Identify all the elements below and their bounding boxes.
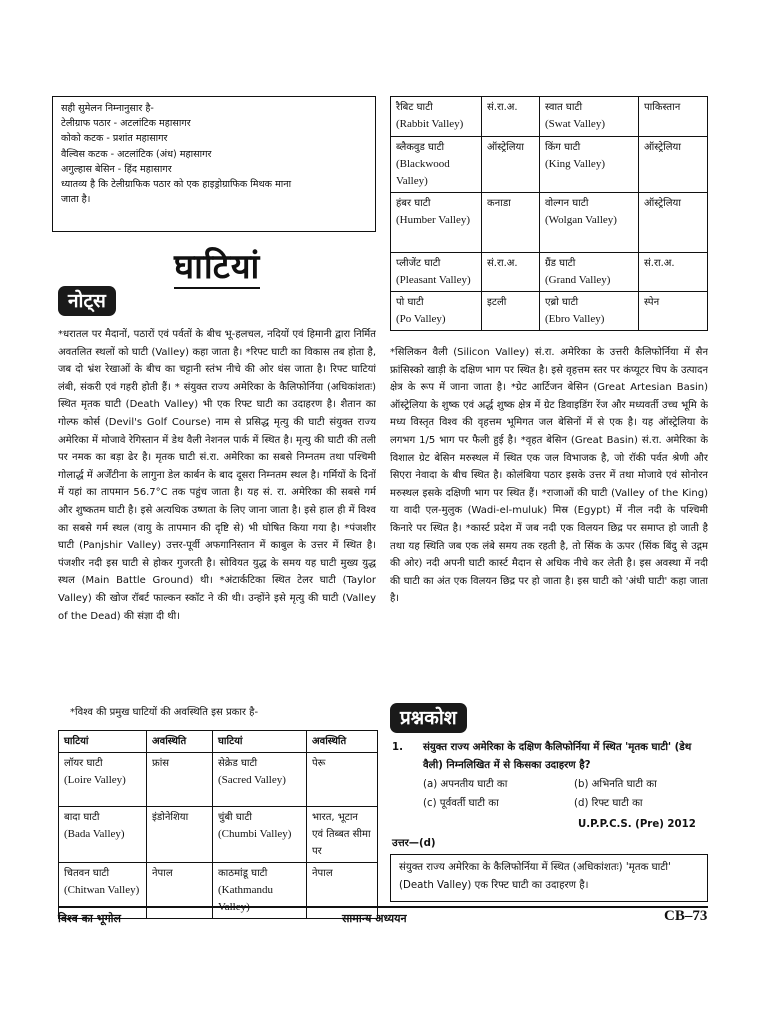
- valley-table-right: [390, 96, 708, 331]
- table-cell: किंग घाटी (King Valley): [540, 137, 639, 193]
- valley-table-left: [58, 730, 378, 919]
- intro-line: ध्यातव्य है कि टेलीग्राफिक पठार को एक हाइड्रोग्राफिक मिथक माना: [61, 179, 292, 191]
- table-cell: फ्रांस: [147, 753, 213, 807]
- footer-rule: [58, 906, 708, 908]
- intro-line: सही सुमेलन निम्नानुसार है-: [61, 103, 154, 114]
- table-cell: इंडोनेशिया: [147, 807, 213, 863]
- table-cell: एब्रो घाटी (Ebro Valley): [540, 292, 639, 331]
- option-d: (d) रिफ्ट घाटी का: [574, 798, 643, 809]
- table-cell: बादा घाटी (Bada Valley): [59, 807, 147, 863]
- page-title: घाटियां: [174, 247, 261, 287]
- table-row: [391, 193, 708, 253]
- intro-line: वैल्विस कटक - अटलांटिक (अंध) महासागर: [61, 148, 212, 160]
- col-header: घाटियां: [213, 731, 307, 753]
- table-cell: स्वात घाटी (Swat Valley): [540, 97, 639, 137]
- option-a: (a) अपनतीय घाटी का: [423, 779, 508, 790]
- table-cell: ऑस्ट्रेलिया: [639, 193, 708, 253]
- col-header: अवस्थिति: [307, 731, 378, 753]
- table-row: [391, 292, 708, 331]
- table-row: [59, 807, 378, 863]
- table-cell: प्लीजेंट घाटी (Pleasant Valley): [391, 253, 482, 292]
- table-cell: सं.रा.अ.: [482, 253, 540, 292]
- table-row: [391, 137, 708, 193]
- question-text: संयुक्त राज्य अमेरिका के दक्षिण कैलिफोर्निया में स्थित 'मृतक घाटी' (डेथ वैली) निम्नलिखित में से किसका उदाहरण है?: [423, 742, 692, 771]
- table-cell: रैबिट घाटी (Rabbit Valley): [391, 97, 482, 137]
- page-number: CB–73: [664, 908, 708, 924]
- footer-left: विश्व का भूगोल: [58, 912, 121, 925]
- table-intro: *विश्व की प्रमुख घाटियों की अवस्थिति इस प्रकार है-: [70, 707, 259, 718]
- footer-middle: सामान्य अध्ययन: [342, 912, 407, 925]
- qbank-badge: प्रश्नकोश: [390, 703, 467, 733]
- table-cell: पो घाटी (Po Valley): [391, 292, 482, 331]
- table-cell: सं.रा.अ.: [639, 253, 708, 292]
- col-header: अवस्थिति: [147, 731, 213, 753]
- table-cell: ऑस्ट्रेलिया: [482, 137, 540, 193]
- table-cell: लॉयर घाटी (Loire Valley): [59, 753, 147, 807]
- table-row: [59, 753, 378, 807]
- table-cell: चुंबी घाटी (Chumbi Valley): [213, 807, 307, 863]
- option-c: (c) पूर्ववर्ती घाटी का: [423, 798, 499, 809]
- table-cell: काठमांडू घाटी (Kathmandu: [213, 863, 307, 919]
- table-row: [391, 253, 708, 292]
- table-cell: ऑस्ट्रेलिया: [639, 137, 708, 193]
- table-cell: चितवन घाटी (Chitwan Valley): [59, 863, 147, 919]
- table-cell: पाकिस्तान: [639, 97, 708, 137]
- intro-line: अगुल्हास बेसिन - हिंद महासागर: [61, 163, 172, 175]
- table-header-row: [59, 731, 378, 753]
- table-cell: भारत, भूटान एवं तिब्बत सीमा पर: [307, 807, 378, 863]
- table-cell: नेपाल: [147, 863, 213, 919]
- notes-paragraph: *धरातल पर मैदानों, पठारों एवं पर्वतों के बीच भू-हलचल, नदियों एवं हिमानी द्वारा निर्मित अवतलित स्थलों को घाटी (Valley) कहा जाता है। *रिफ्ट घाटी का विकास तब होता है, जब दो भ्रंश रेखाओं के बीच का चट्टानी स्तंभ नीचे की ओर धंस जाता है। रिफ्ट घाटियां लंबी, संकरी एवं गहरी होती हैं। * संयुक्त राज्य अमेरिका के कैलिफोर्निया (अधिकांशतः) स्थित मृतक घाटी (Death Valley) भी एक रिफ्ट घाटी का उदाहरण है। शैतान का गोल्फ कोर्स (Devil's Golf Course) नाम से प्रसिद्ध मृत्यु की घाटी संयुक्त राज्य अमेरिका में मोजावे रेगिस्तान में डेथ वैली नेशनल पार्क में स्थित है। मृत्यु की घाटी की तली पर नमक का बड़ा ढेर है। मृतक घाटी सं.रा. अमेरिका का सबसे निम्नतम तथा पश्चिमी गोलार्द्ध में अर्जेंटीना के लागुना डेल कार्बन के बाद दूसरा निम्नतम स्थल है। गर्मियों के दिनों में यहां का तापमान 56.7°C तक पहुंच जाता है। यह सं. रा. अमेरिका की सबसे गर्म और शुष्कतम घाटी है। इसे अत्यधिक उष्णता के लिए जाना जाता है। इसे हाल ही में विश्व का सबसे गर्म स्थल (वायु के तापमान की दृष्टि से) भी घोषित किया गया है। *पंजशीर घाटी (Panjshir Valley) उत्तर-पूर्वी अफगानिस्तान में काबुल के उत्तर में स्थित है। पंजशीर नदी इस घाटी से होकर गुजरती है। सोवियत युद्ध के समय यह घाटी मुख्य युद्ध स्थल (Main Battle Ground) थी। *अंटार्कटिका स्थित टेलर घाटी (Taylor Valley) की खोज रॉबर्ट फाल्कन स्कॉट ने की थी। उन्होंने इसे मृत्यु की घाटी (Valley of the Dead) की संज्ञा दी थी।: [58, 329, 376, 622]
- table-cell: कनाडा: [482, 193, 540, 253]
- intro-box: [52, 96, 376, 232]
- table-cell: सं.रा.अ.: [482, 97, 540, 137]
- question-number: 1.: [392, 742, 403, 753]
- right-paragraph: *सिलिकन वैली (Silicon Valley) सं.रा. अमेरिका के उत्तरी कैलिफोर्निया में सैन फ्रांसिस्को खाड़ी के दक्षिण भाग पर स्थित है। इसे वृहत्तम स्तर पर कंप्यूटर चिप के उत्पादन क्षेत्र के रूप में जाना जाता है। *ग्रेट आर्टिजन बेसिन (Great Artesian Basin) ऑस्ट्रेलिया के शुष्क एवं अर्द्ध शुष्क क्षेत्र में ग्रेट डिवाइडिंग रेंज और मध्यवर्ती उच्च भूमि के मध्य विस्तृत विश्व की वृहत्तम भूमिगत जल बेसिनों में से एक है। यह ऑस्ट्रेलिया के लगभग 1/5 भाग पर फैली हुई है। *वृहत बेसिन (Great Basin) सं.रा. अमेरिका के विशाल ग्रेट बेसिन मरुस्थल में स्थित एक जल विभाजक है, जो रॉकी पर्वत श्रेणी और सिएरा नेवादा के बीच स्थित है। कोलंबिया पठार इसके उत्तर में तथा मोजावे एवं सोनोरन मरुस्थल इसके दक्षिणी भाग पर स्थित हैं। *राजाओं की घाटी (Valley of the King) या वादी एल-मुलुक (Wadi-el-muluk) मिस्र (Egypt) में नील नदी के पश्चिमी किनारे पर स्थित है। *कार्स्ट प्रदेश में जब नदी एक विलयन छिद्र पर समाप्त हो जाती है तथा यह स्थिति जब एक लंबे समय तक रहती है, तो सिंक के ऊपर (सिंक बिंदु से उद्गम की ओर) नदी अपनी घाटी कार्स्ट मैदान से अधिक नीचे कर लेती है। इस अवस्था में नदी की घाटी का अंत एक विलयन छिद्र पर हो जाता है। इस घाटी को 'अंधी घाटी' कहा जाता है।: [390, 347, 708, 605]
- answer-box: [390, 854, 708, 902]
- option-b: (b) अभिनति घाटी का: [574, 779, 657, 790]
- answer-label: उत्तर—(d): [392, 838, 436, 849]
- table-cell: सेक्रेड घाटी (Sacred Valley): [213, 753, 307, 807]
- answer-text: संयुक्त राज्य अमेरिका के कैलिफोर्निया में स्थित (अधिकांशतः) 'मृतक घाटी' (Death Valley) एक रिफ्ट घाटी का उदाहरण है।: [399, 862, 671, 891]
- table-cell: हंबर घाटी (Humber Valley): [391, 193, 482, 253]
- notes-badge: नोट्स: [58, 286, 116, 316]
- table-cell: ब्लैकवुड घाटी (Blackwood Valley): [391, 137, 482, 193]
- col-header: घाटियां: [59, 731, 147, 753]
- intro-line: कोको कटक - प्रशांत महासागर: [61, 133, 168, 145]
- intro-line: टेलीग्राफ पठार - अटलांटिक महासागर: [61, 118, 191, 130]
- table-cell: इटली: [482, 292, 540, 331]
- intro-line: जाता है।: [61, 194, 91, 206]
- table-cell: ग्रैंड घाटी (Grand Valley): [540, 253, 639, 292]
- question-source: U.P.P.C.S. (Pre) 2012: [578, 819, 696, 830]
- table-cell: नेपाल: [307, 863, 378, 919]
- table-cell: वोल्गन घाटी (Wolgan Valley): [540, 193, 639, 253]
- table-cell: पेरू: [307, 753, 378, 807]
- table-cell: स्पेन: [639, 292, 708, 331]
- table-row: [391, 97, 708, 137]
